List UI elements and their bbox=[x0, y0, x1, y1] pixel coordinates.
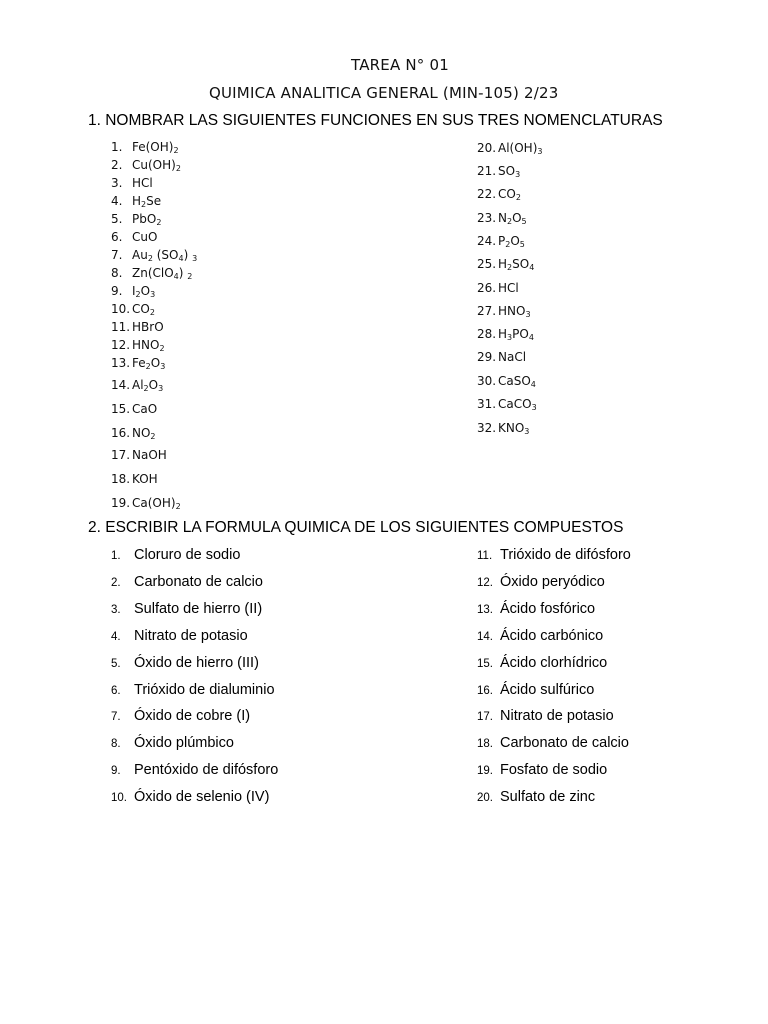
formula-text: $Fe_2O_3$ bbox=[132, 356, 166, 371]
compound-name: Carbonato de calcio bbox=[500, 735, 629, 751]
formula-text: $CO_2$ bbox=[132, 302, 155, 317]
formula-text: PbO$_2$ bbox=[132, 212, 162, 227]
item-number: 20. bbox=[477, 141, 497, 155]
formula-item bbox=[477, 281, 519, 295]
compound-name: Óxido de hierro (III) bbox=[134, 655, 259, 671]
item-number: 22. bbox=[477, 187, 497, 201]
formula-text: NaCl bbox=[498, 350, 527, 364]
formula-item bbox=[111, 426, 156, 440]
item-number: 16. bbox=[477, 685, 493, 697]
formula-text: $I_2O_3$ bbox=[132, 284, 156, 299]
formula-item bbox=[477, 350, 526, 364]
compound-name: Óxido plúmbico bbox=[134, 735, 234, 751]
item-number: 3. bbox=[111, 176, 123, 190]
formula-text: $HNO_3$ bbox=[498, 304, 531, 319]
compound-name: Sulfato de zinc bbox=[500, 789, 596, 805]
compound-item bbox=[477, 789, 595, 805]
formula-text: $Al_2O_3$ bbox=[132, 378, 164, 393]
formula-item bbox=[111, 448, 167, 462]
formula-item bbox=[111, 378, 163, 392]
compound-item bbox=[477, 762, 607, 778]
formula-text: $SO_3$ bbox=[498, 164, 521, 179]
formula-text: HBrO bbox=[132, 320, 164, 334]
formula-text: $KNO_3$ bbox=[498, 421, 530, 436]
formula-text: $H_2SO_4$ bbox=[498, 257, 535, 272]
formula-text: CaCO$_3$ bbox=[498, 397, 537, 412]
item-number: 17. bbox=[477, 711, 493, 723]
compound-name: Fosfato de sodio bbox=[500, 762, 608, 778]
formula-item bbox=[477, 257, 534, 271]
item-number: 16. bbox=[111, 426, 131, 440]
item-number: 18. bbox=[477, 738, 493, 750]
compound-item bbox=[111, 628, 248, 644]
item-number: 4. bbox=[111, 631, 121, 643]
compound-item bbox=[477, 628, 603, 644]
formula-text: $CO_2$ bbox=[498, 187, 521, 202]
item-number: 31. bbox=[477, 397, 497, 411]
item-number: 27. bbox=[477, 304, 497, 318]
formula-item bbox=[477, 421, 529, 435]
item-number: 9. bbox=[111, 284, 123, 298]
compound-name: Sulfato de hierro (II) bbox=[134, 601, 263, 617]
compound-item bbox=[477, 655, 607, 671]
compound-name: Ácido carbónico bbox=[500, 628, 604, 644]
compound-item bbox=[111, 601, 262, 617]
item-number: 6. bbox=[111, 230, 123, 244]
item-number: 25. bbox=[477, 257, 497, 271]
item-number: 13. bbox=[111, 356, 131, 370]
formula-item bbox=[111, 320, 164, 334]
item-number: 3. bbox=[111, 604, 121, 616]
item-number: 5. bbox=[111, 212, 123, 226]
formula-item bbox=[477, 327, 534, 341]
compound-item bbox=[477, 601, 595, 617]
formula-text: $Cu(OH)_2$ bbox=[132, 158, 181, 173]
compound-item bbox=[477, 547, 631, 563]
formula-item bbox=[111, 496, 181, 510]
compound-item bbox=[477, 574, 605, 590]
compound-item bbox=[477, 708, 614, 724]
formula-text: $Au_2$ $(SO_4)$ $_3$ bbox=[132, 248, 198, 263]
assignment-title: TAREA N° 01 bbox=[351, 56, 449, 74]
formula-item bbox=[111, 356, 165, 370]
compound-item bbox=[111, 655, 259, 671]
formula-text: CuO bbox=[132, 230, 158, 244]
formula-text: KOH bbox=[132, 472, 158, 486]
item-number: 10. bbox=[111, 302, 131, 316]
formula-text: NaOH bbox=[132, 448, 167, 462]
compound-item bbox=[111, 708, 250, 724]
compound-item bbox=[477, 682, 594, 698]
item-number: 30. bbox=[477, 374, 497, 388]
item-number: 7. bbox=[111, 248, 123, 262]
formula-item bbox=[111, 230, 157, 244]
compound-name: Pentóxido de difósforo bbox=[134, 762, 279, 778]
formula-item bbox=[111, 284, 155, 298]
item-number: 19. bbox=[477, 765, 493, 777]
formula-item bbox=[111, 266, 192, 280]
formula-item bbox=[111, 302, 155, 316]
item-number: 23. bbox=[477, 211, 497, 225]
item-number: 8. bbox=[111, 266, 123, 280]
compound-item bbox=[111, 574, 263, 590]
formula-item bbox=[477, 187, 521, 201]
compound-item bbox=[111, 789, 269, 805]
compound-item bbox=[111, 682, 275, 698]
item-number: 9. bbox=[111, 765, 121, 777]
item-number: 14. bbox=[111, 378, 131, 392]
formula-item bbox=[477, 164, 520, 178]
compound-item bbox=[111, 735, 234, 751]
formula-text: $N_2O_5$ bbox=[498, 211, 527, 226]
item-number: 19. bbox=[111, 496, 131, 510]
item-number: 29. bbox=[477, 350, 497, 364]
item-number: 2. bbox=[111, 577, 121, 589]
compound-name: Óxido peryódico bbox=[500, 574, 605, 590]
compound-name: Cloruro de sodio bbox=[134, 547, 241, 563]
compound-item bbox=[111, 762, 278, 778]
item-number: 15. bbox=[477, 658, 493, 670]
formula-item bbox=[477, 234, 525, 248]
formula-text: $H_3PO_4$ bbox=[498, 327, 534, 342]
item-number: 21. bbox=[477, 164, 497, 178]
formula-item bbox=[111, 338, 165, 352]
formula-item bbox=[477, 397, 537, 411]
formula-item bbox=[111, 212, 161, 226]
compound-name: Nitrato de potasio bbox=[134, 628, 248, 644]
compound-name: Trióxido de difósforo bbox=[500, 547, 631, 563]
compound-name: Carbonato de calcio bbox=[134, 574, 263, 590]
formula-item bbox=[111, 140, 179, 154]
formula-item bbox=[111, 158, 181, 172]
item-number: 14. bbox=[477, 631, 493, 643]
compound-item bbox=[477, 735, 629, 751]
formula-text: CaO bbox=[132, 402, 158, 416]
item-number: 6. bbox=[111, 685, 121, 697]
item-number: 7. bbox=[111, 711, 121, 723]
item-number: 15. bbox=[111, 402, 131, 416]
formula-item bbox=[111, 402, 157, 416]
formula-text: $H_2Se$ bbox=[132, 194, 162, 209]
formula-item bbox=[477, 211, 527, 225]
item-number: 11. bbox=[111, 320, 131, 334]
formula-text: Zn(ClO$_4$) $_2$ bbox=[132, 266, 193, 281]
item-number: 12. bbox=[111, 338, 131, 352]
compound-name: Ácido clorhídrico bbox=[500, 655, 608, 671]
item-number: 18. bbox=[111, 472, 131, 486]
section1-heading: 1. NOMBRAR LAS SIGUIENTES FUNCIONES EN SUS TRES NOMENCLATURAS bbox=[88, 112, 663, 129]
item-number: 24. bbox=[477, 234, 497, 248]
item-number: 1. bbox=[111, 550, 121, 562]
compound-name: Nitrato de potasio bbox=[500, 708, 614, 724]
item-number: 5. bbox=[111, 658, 121, 670]
item-number: 26. bbox=[477, 281, 497, 295]
formula-text: $NO_2$ bbox=[132, 426, 156, 441]
compound-name: Ácido fosfórico bbox=[500, 601, 596, 617]
formula-text: CaSO$_4$ bbox=[498, 374, 536, 389]
formula-text: HCl bbox=[498, 281, 519, 295]
item-number: 13. bbox=[477, 604, 493, 616]
compound-item bbox=[111, 547, 240, 563]
formula-text: $P_2O_5$ bbox=[498, 234, 525, 249]
formula-item bbox=[111, 176, 153, 190]
formula-item bbox=[111, 472, 158, 486]
formula-item bbox=[111, 194, 161, 208]
item-number: 8. bbox=[111, 738, 121, 750]
item-number: 1. bbox=[111, 140, 123, 154]
item-number: 28. bbox=[477, 327, 497, 341]
item-number: 11. bbox=[477, 550, 493, 562]
item-number: 12. bbox=[477, 577, 493, 589]
item-number: 4. bbox=[111, 194, 123, 208]
formula-text: $HNO_2$ bbox=[132, 338, 165, 353]
formula-item bbox=[477, 304, 531, 318]
compound-name: Óxido de cobre (I) bbox=[134, 708, 251, 724]
item-number: 10. bbox=[111, 792, 127, 804]
compound-name: Trióxido de dialuminio bbox=[134, 682, 275, 698]
compound-name: Óxido de selenio (IV) bbox=[134, 789, 270, 805]
item-number: 17. bbox=[111, 448, 131, 462]
compound-name: Ácido sulfúrico bbox=[500, 682, 595, 698]
formula-item bbox=[111, 248, 197, 262]
course-title: QUIMICA ANALITICA GENERAL (MIN-105) 2/23 bbox=[209, 84, 559, 102]
formula-text: $Al(OH)_3$ bbox=[498, 141, 543, 156]
section2-heading: 2. ESCRIBIR LA FORMULA QUIMICA DE LOS SIGUIENTES COMPUESTOS bbox=[88, 519, 624, 536]
formula-text: HCl bbox=[132, 176, 153, 190]
formula-item bbox=[477, 374, 536, 388]
formula-text: $Fe(OH)_2$ bbox=[132, 140, 179, 155]
formula-text: $Ca(OH)_2$ bbox=[132, 496, 181, 511]
item-number: 2. bbox=[111, 158, 123, 172]
item-number: 20. bbox=[477, 792, 493, 804]
formula-item bbox=[477, 141, 542, 155]
item-number: 32. bbox=[477, 421, 497, 435]
